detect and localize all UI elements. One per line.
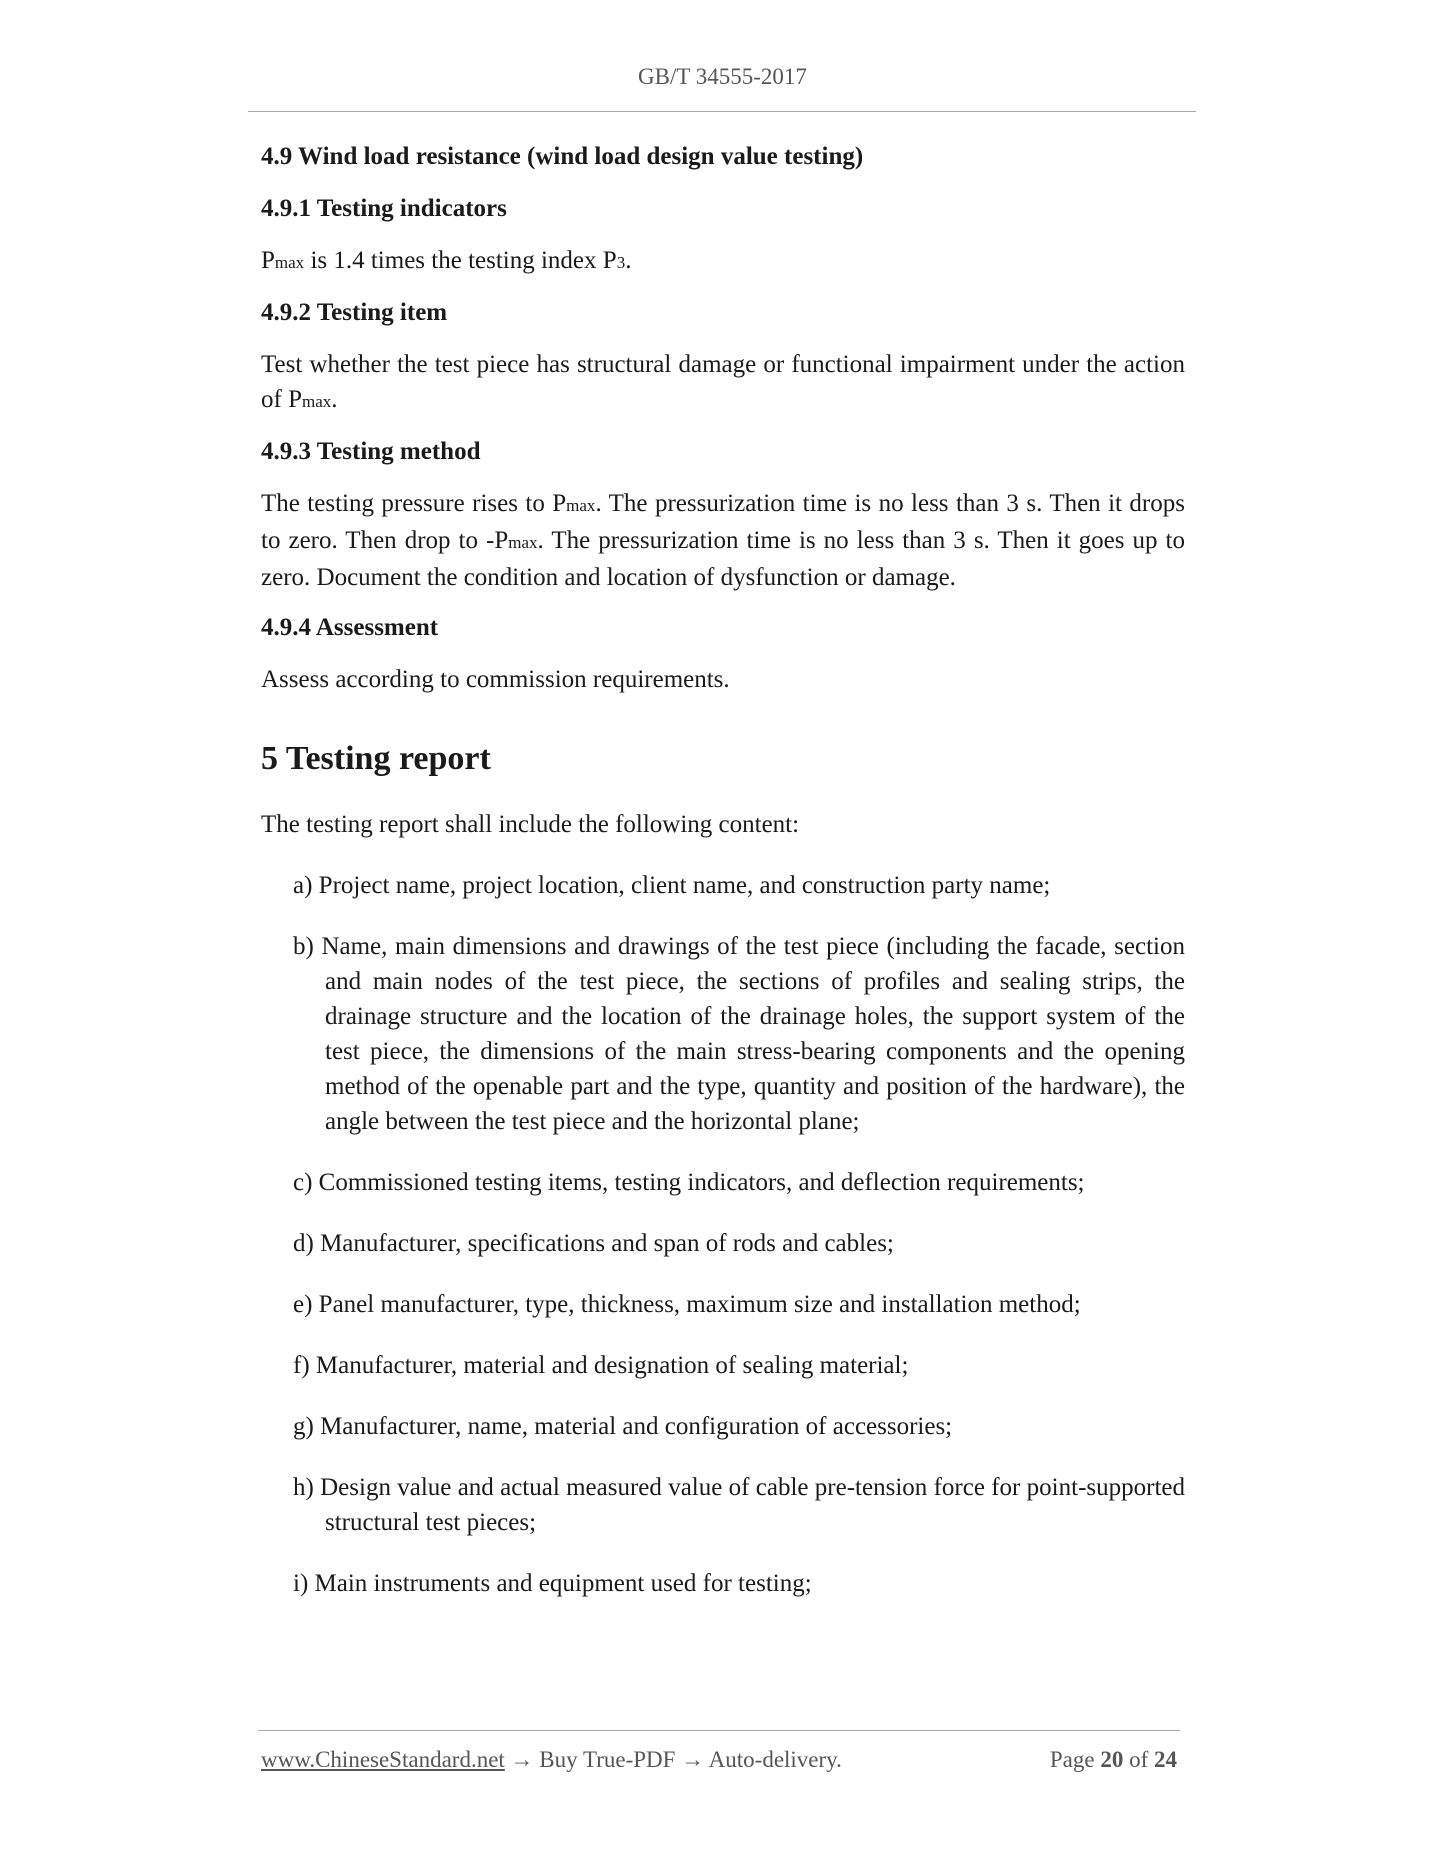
- list-item-b: b) Name, main dimensions and drawings of the test piece (including the facade, section and main nodes of the test piece, the sections of profiles and sealing strips, the drainage structure and the location of the drainage holes, the support system of the test piece, the dimensions of the main stress-bearing components and the opening method of the openable part and the type, quantity and position of the hardware), the angle between the test piece and the horizontal plane;: [293, 933, 1185, 1135]
- text-run: Test whether the test piece has structural damage or functional impairment under the action of P: [261, 351, 1185, 413]
- heading-4-9-3: 4.9.3 Testing method: [261, 438, 481, 465]
- text-run: . The pressurization time is no less than 3 s. Then it drops to zero. Then drop to -P: [261, 490, 1185, 554]
- of-label: of: [1129, 1747, 1149, 1772]
- text-run: is 1.4 times the testing index P: [304, 247, 617, 274]
- heading-4-9-4: 4.9.4 Assessment: [261, 614, 439, 641]
- document-body: [261, 140, 1185, 1601]
- subscript: max: [566, 496, 596, 515]
- footer-divider: [258, 1730, 1180, 1731]
- list-item-h: h) Design value and actual measured value of cable pre-tension force for point-supported structural test pieces;: [293, 1474, 1185, 1536]
- header-divider: [248, 111, 1196, 112]
- text-run: The testing pressure rises to P: [261, 490, 567, 517]
- subscript: max: [301, 392, 332, 411]
- page-number: [1050, 1747, 1177, 1773]
- current-page: 20: [1100, 1747, 1124, 1772]
- list-item-g: g) Manufacturer, name, material and configuration of accessories;: [293, 1413, 953, 1440]
- text-run: . The pressurization time is no less than 3 s. Then it goes up to zero. Document the condition and location of dysfunction or damage.: [261, 527, 1185, 591]
- list-item-e: e) Panel manufacturer, type, thickness, maximum size and installation method;: [293, 1291, 1081, 1318]
- text-run: .: [625, 247, 632, 274]
- heading-4-9: 4.9 Wind load resistance (wind load design value testing): [261, 143, 864, 170]
- page-header: GB/T 34555-2017: [638, 64, 807, 89]
- list-item-i: i) Main instruments and equipment used for testing;: [293, 1570, 812, 1597]
- text-run: .: [331, 386, 338, 413]
- subscript: max: [274, 253, 305, 272]
- total-pages: 24: [1154, 1747, 1177, 1772]
- heading-5: 5 Testing report: [261, 740, 491, 777]
- subscript: max: [508, 533, 538, 552]
- list-item-c: c) Commissioned testing items, testing indicators, and deflection requirements;: [293, 1169, 1085, 1196]
- list-item-d: d) Manufacturer, specifications and span of rods and cables;: [293, 1230, 894, 1257]
- list-item-a: a) Project name, project location, client name, and construction party name;: [293, 872, 1051, 899]
- heading-4-9-1: 4.9.1 Testing indicators: [261, 195, 507, 222]
- heading-4-9-2: 4.9.2 Testing item: [261, 299, 448, 326]
- paragraph-5-intro: The testing report shall include the following content:: [261, 811, 800, 838]
- list-item-f: f) Manufacturer, material and designation of sealing material;: [293, 1352, 909, 1379]
- paragraph-4-9-2: [261, 347, 1185, 419]
- chinesestandard-link[interactable]: www.ChineseStandard.net: [261, 1747, 505, 1772]
- page-label: Page: [1049, 1747, 1095, 1772]
- subscript: 3: [616, 253, 626, 272]
- text-run: P: [261, 247, 275, 274]
- paragraph-4-9-4: Assess according to commission requirements.: [261, 666, 730, 693]
- paragraph-4-9-1: [261, 243, 1185, 280]
- footer-promo-text: → Buy True-PDF → Auto-delivery.: [504, 1747, 842, 1772]
- footer-promo: [261, 1747, 842, 1773]
- paragraph-4-9-3: [261, 486, 1185, 595]
